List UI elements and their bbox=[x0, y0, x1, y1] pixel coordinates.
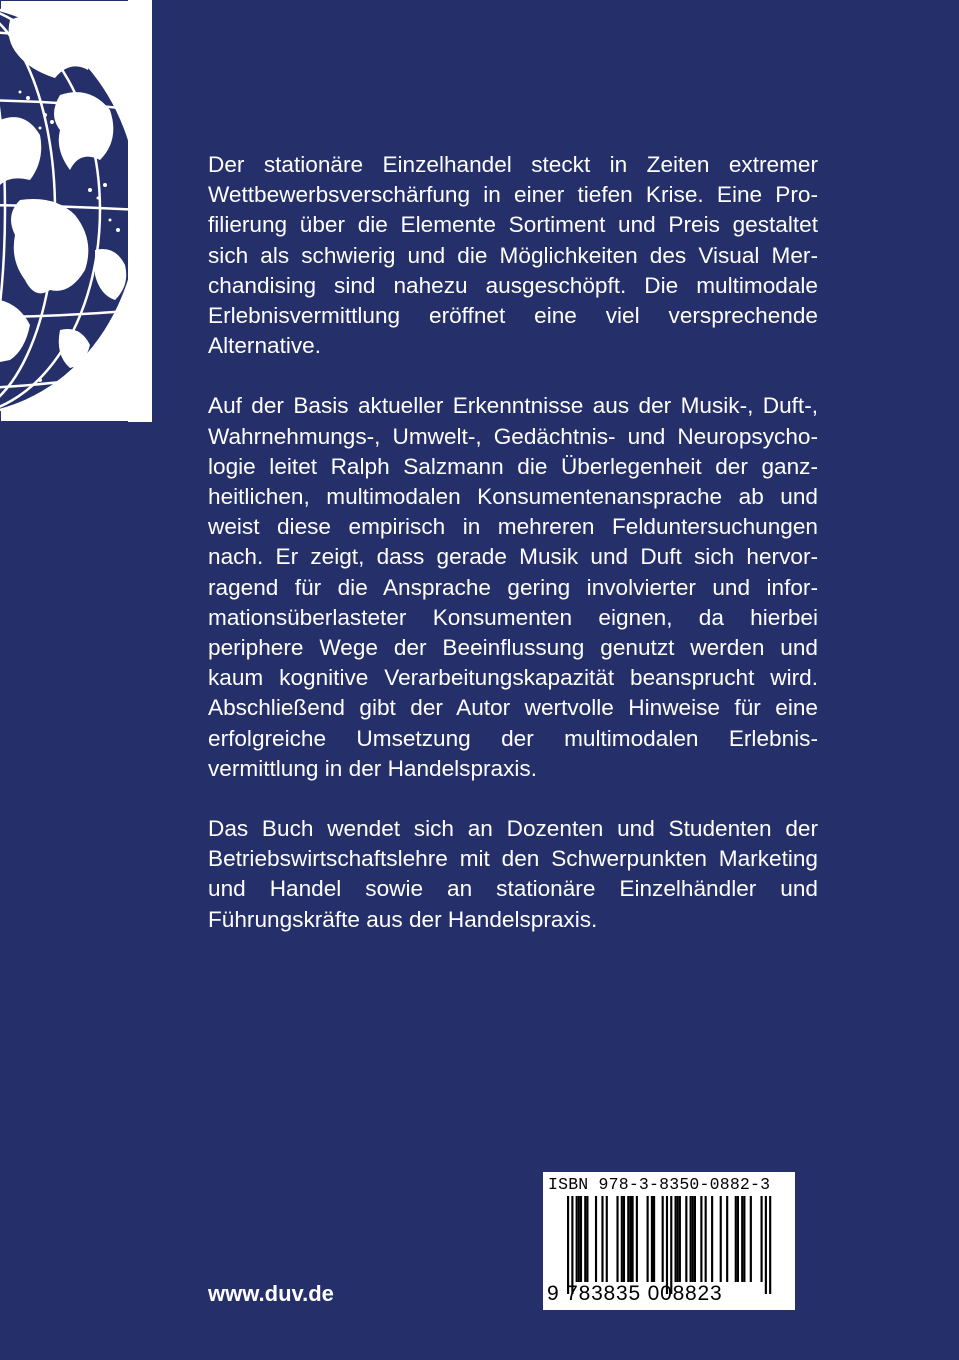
barcode-bar bbox=[586, 1196, 588, 1282]
barcode-bar bbox=[765, 1196, 767, 1294]
barcode-bar bbox=[741, 1196, 743, 1282]
barcode-bar bbox=[743, 1196, 745, 1282]
barcode-bar bbox=[627, 1196, 629, 1282]
barcode-bar bbox=[761, 1196, 763, 1282]
barcode-bar bbox=[580, 1196, 582, 1282]
barcode-bar bbox=[571, 1196, 573, 1294]
barcode-bar bbox=[584, 1196, 586, 1282]
blurb-paragraph-3: Das Buch wendet sich an Dozenten und Studenten der Betriebswirtschaftslehre mit den Schwerpunkten Marketing und Handel sowie an stationäre Einzelhändler und Führungskräfte aus der Handelspraxis. bbox=[208, 816, 818, 932]
barcode-bar bbox=[690, 1196, 692, 1282]
barcode-bar bbox=[632, 1196, 634, 1282]
barcode-bar bbox=[666, 1196, 668, 1294]
barcode-bar bbox=[726, 1196, 728, 1282]
barcode-bar bbox=[567, 1196, 569, 1294]
barcode-bar bbox=[629, 1196, 631, 1282]
barcode-bar bbox=[705, 1196, 707, 1282]
barcode-bar bbox=[653, 1196, 655, 1282]
blurb-paragraph-1: Der stationäre Einzelhandel steckt in Zeiten extremer Wettbewerbsverschärfung in einer tiefen Krise. Eine Profilierung über die Elemente Sortiment und Preis gestaltet sich als schwierig und die Möglichkeiten des Visual Merchandising sind nahezu ausgeschöpft. Die multimodale Erlebnisvermittlung eröffnet eine viel versprechende Alternative. bbox=[208, 152, 818, 359]
blurb-paragraph-2: Auf der Basis aktueller Erkenntnisse aus der Musik-, Duft-, Wahrnehmungs-, Umwelt-, Gedächtnis- und Neuropsychologie leitet Ralph Salzmann die Überlegenheit der ganzheitlichen, multimodalen Konsumentenansprache ab und weist diese empirisch in mehreren Felduntersuchungen nach. Er zeigt, dass gerade Musik und Duft sich hervorragend für die Ansprache gering involvierter und informationsüberlasteter Konsumenten eignen, da hierbei periphere Wege der Beeinflussung genutzt werden und kaum kognitive Verarbeitungskapazität beansprucht wird. Abschließend gibt der Autor wertvolle Hinweise für eine erfolgreiche Umsetzung der multimodalen Erlebnisvermittlung in der Handelspraxis. bbox=[208, 393, 818, 781]
barcode-bar bbox=[720, 1196, 722, 1282]
barcode-bar bbox=[623, 1196, 625, 1282]
barcode-bar bbox=[700, 1196, 702, 1282]
barcode-bar bbox=[636, 1196, 638, 1282]
barcode-bar bbox=[621, 1196, 623, 1282]
barcode-bar bbox=[670, 1196, 672, 1294]
barcode-bar bbox=[677, 1196, 679, 1282]
publisher-url[interactable]: www.duv.de bbox=[208, 1281, 334, 1306]
barcode-bar bbox=[711, 1196, 713, 1282]
barcode-bar bbox=[576, 1196, 578, 1282]
barcode-bar bbox=[769, 1196, 771, 1294]
barcode-bar bbox=[606, 1196, 608, 1282]
barcode-bar bbox=[616, 1196, 618, 1282]
blurb-text bbox=[208, 150, 818, 965]
ean-digits: 9 783835 008823 bbox=[547, 1282, 723, 1305]
isbn-barcode bbox=[543, 1172, 795, 1310]
barcode-bar bbox=[685, 1196, 687, 1282]
barcode-bar bbox=[737, 1196, 739, 1282]
isbn-label: ISBN 978-3-8350-0882-3 bbox=[548, 1175, 771, 1194]
barcode-bar bbox=[601, 1196, 603, 1282]
barcode-bar bbox=[692, 1196, 694, 1282]
barcode-bar bbox=[595, 1196, 597, 1282]
barcode-bar bbox=[675, 1196, 677, 1282]
barcode-bar bbox=[651, 1196, 653, 1282]
barcode-bar bbox=[750, 1196, 752, 1282]
barcode-bar bbox=[679, 1196, 681, 1282]
barcode-bar bbox=[735, 1196, 737, 1282]
barcode-bar bbox=[578, 1196, 580, 1282]
barcode-bar bbox=[694, 1196, 696, 1282]
globe-illustration bbox=[0, 0, 152, 422]
barcode-bar bbox=[662, 1196, 664, 1282]
barcode-bar bbox=[647, 1196, 649, 1282]
